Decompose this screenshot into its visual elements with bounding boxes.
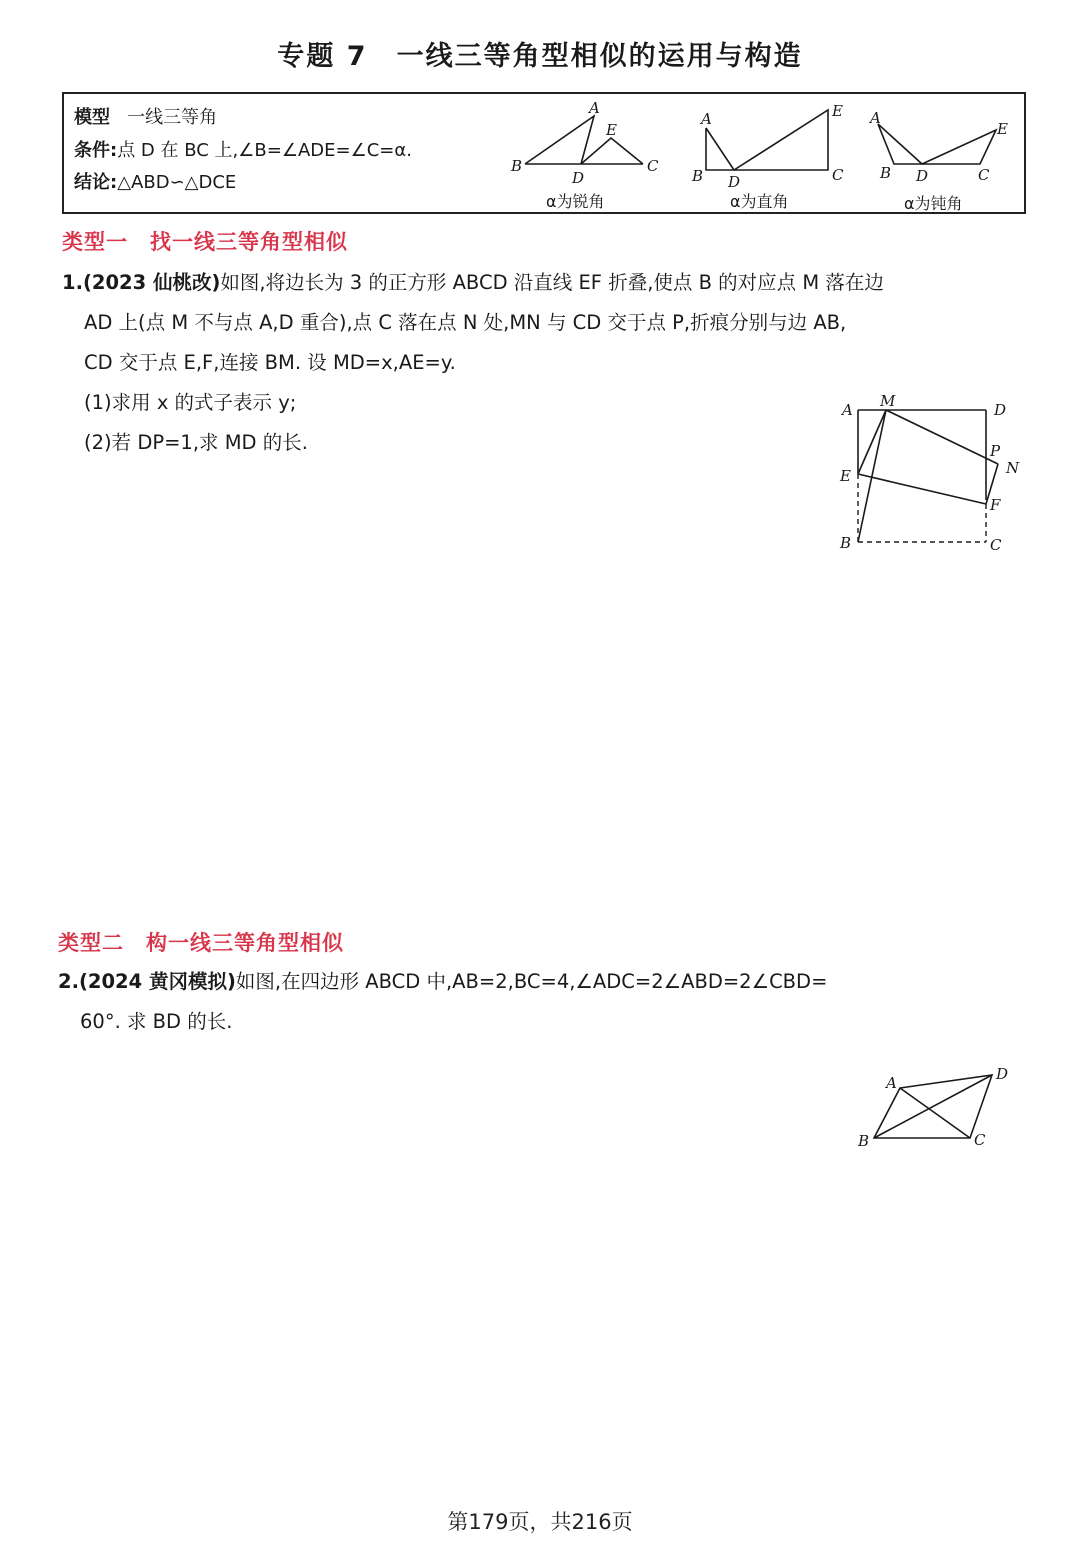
conclusion-label: 结论:	[74, 172, 118, 193]
problem-1-figure	[832, 390, 1032, 560]
model-line-2	[74, 135, 412, 167]
problem-1-number: 1.	[62, 271, 83, 294]
right-triangle-dce	[734, 110, 828, 170]
acute-label-d: D	[572, 169, 585, 187]
problem-2-text-1: 如图,在四边形 ABCD 中,AB=2,BC=4,∠ADC=2∠ABD=2∠CBD=	[235, 970, 828, 993]
fig1-label-b: B	[840, 534, 852, 552]
caption-right: α为直角	[730, 192, 789, 211]
condition-label: 条件:	[74, 140, 118, 161]
fig2-label-c: C	[974, 1131, 986, 1149]
problem-1-text-1: 如图,将边长为 3 的正方形 ABCD 沿直线 EF 折叠,使点 B 的对应点 M 落在边	[220, 271, 884, 294]
obtuse-label-e: E	[997, 120, 1008, 138]
problem-2-figure	[850, 1060, 1020, 1160]
fig1-label-n: N	[1006, 459, 1020, 477]
problem-2-line-2: 60°. 求 BD 的长.	[80, 1010, 233, 1033]
right-label-d: D	[728, 173, 741, 191]
fig1-segment-bm	[858, 410, 886, 542]
section-heading-1: 类型一 找一线三等角型相似	[62, 230, 348, 254]
problem-1-question-1: (1)求用 x 的式子表示 y;	[84, 391, 297, 414]
fig2-label-b: B	[858, 1132, 870, 1150]
model-line-3	[74, 167, 236, 199]
model-figure-right	[688, 96, 858, 191]
model-figure-acute	[505, 96, 665, 186]
fig2-diagonal-ac	[900, 1088, 970, 1138]
fig1-label-p: P	[990, 442, 1001, 460]
fig1-segment-me	[858, 410, 886, 474]
conclusion-text: △ABD∽△DCE	[117, 172, 237, 193]
problem-1-line-3: CD 交于点 E,F,连接 BM. 设 MD=x,AE=y.	[84, 351, 456, 374]
page-footer: 第179页，共216页	[447, 1510, 633, 1534]
fig1-crease-ef	[858, 474, 986, 504]
fig1-label-d: D	[994, 401, 1007, 419]
acute-triangle-abd	[525, 116, 594, 164]
caption-acute: α为锐角	[546, 192, 605, 211]
obtuse-label-a: A	[870, 109, 881, 127]
acute-label-e: E	[606, 121, 617, 139]
model-line-1	[74, 102, 217, 134]
model-label: 模型	[74, 107, 110, 128]
fig2-label-d: D	[996, 1065, 1009, 1083]
obtuse-label-b: B	[880, 164, 892, 182]
obtuse-triangle-abd	[878, 124, 922, 164]
acute-label-b: B	[511, 157, 523, 175]
caption-obtuse: α为钝角	[904, 194, 963, 213]
problem-1-question-2: (2)若 DP=1,求 MD 的长.	[84, 431, 308, 454]
acute-triangle-dce	[581, 138, 643, 164]
problem-1-line-2: AD 上(点 M 不与点 A,D 重合),点 C 落在点 N 处,MN 与 CD 交于点 P,折痕分别与边 AB,	[84, 311, 847, 334]
page-title: 专题 7 一线三等角型相似的运用与构造	[277, 41, 803, 72]
fig1-label-e: E	[840, 467, 851, 485]
model-name: 一线三等角	[127, 107, 218, 128]
obtuse-label-d: D	[916, 167, 929, 185]
obtuse-label-c: C	[978, 166, 990, 184]
right-label-e: E	[832, 102, 843, 120]
section-heading-2: 类型二 构一线三等角型相似	[58, 931, 344, 955]
acute-label-c: C	[647, 157, 659, 175]
problem-1-line-1	[62, 263, 884, 303]
acute-label-a: A	[589, 99, 600, 117]
obtuse-triangle-dce	[922, 130, 996, 164]
fig1-label-c: C	[990, 536, 1002, 554]
condition-text: 点 D 在 BC 上,∠B=∠ADE=∠C=α.	[117, 140, 412, 161]
fig2-label-a: A	[886, 1074, 897, 1092]
problem-2-number: 2.	[58, 970, 79, 993]
right-label-a: A	[701, 110, 712, 128]
fig1-segment-mn	[886, 410, 998, 464]
right-label-c: C	[832, 166, 844, 184]
right-triangle-abd	[706, 128, 734, 170]
problem-1-source: (2023 仙桃改)	[82, 271, 221, 294]
problem-2-line-1	[58, 962, 827, 1002]
right-label-b: B	[692, 167, 704, 185]
fig1-label-m: M	[880, 392, 896, 410]
fig1-label-f: F	[990, 496, 1001, 514]
model-figure-obtuse	[864, 96, 1024, 186]
fig1-label-a: A	[842, 401, 853, 419]
problem-2-source: (2024 黄冈模拟)	[78, 970, 236, 993]
